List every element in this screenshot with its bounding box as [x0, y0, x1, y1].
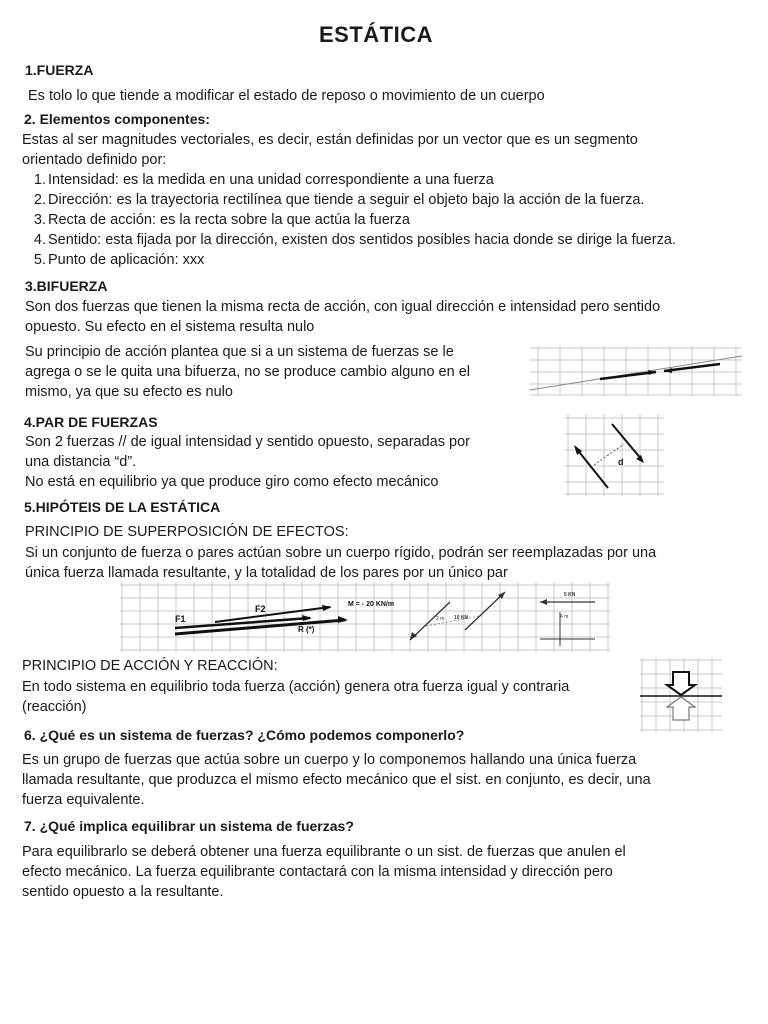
section-5-line-4: (reacción) — [22, 699, 87, 715]
section-2-line-2: orientado definido por: — [22, 152, 167, 168]
force-couple-diagram — [564, 414, 664, 496]
page-title: ESTÁTICA — [319, 22, 433, 47]
list-item: 1. Intensidad: es la medida en una unidad correspondiente a una fuerza — [33, 172, 494, 188]
section-4-heading: 4.PAR DE FUERZAS — [24, 414, 158, 430]
section-5-heading: 5.HIPÓTEIS DE LA ESTÁTICA — [24, 499, 221, 515]
section-2-heading: 2. Elementos componentes: — [24, 111, 210, 127]
section-3-para-line-1: Su principio de acción plantea que si a un sistema de fuerzas se le — [25, 344, 454, 360]
force-5kn-label: 5 KN — [564, 592, 576, 598]
section-6-heading: 6. ¿Qué es un sistema de fuerzas? ¿Cómo podemos componerlo? — [24, 727, 465, 743]
section-6-line-3: fuerza equivalente. — [22, 792, 145, 808]
section-2-line-1: Estas al ser magnitudes vectoriales, es decir, están definidas por un vector que es un segmento — [22, 132, 638, 148]
section-1-heading: 1.FUERZA — [25, 62, 94, 78]
distance-label: d — [618, 457, 624, 467]
section-4-line-2: una distancia “d”. — [25, 454, 137, 470]
section-5-line-3: En todo sistema en equilibrio toda fuerza (acción) genera otra fuerza igual y contraria — [22, 679, 570, 695]
distance-4m-label: 4 m — [560, 614, 569, 620]
section-7-line-3: sentido opuesto a la resultante. — [22, 884, 224, 900]
section-1-text: Es tolo lo que tiende a modificar el estado de reposo o movimiento de un cuerpo — [28, 88, 545, 104]
section-7-line-1: Para equilibrarlo se deberá obtener una fuerza equilibrante o un sist. de fuerzas que anulen el — [22, 844, 626, 860]
section-7-heading: 7. ¿Qué implica equilibrar un sistema de fuerzas? — [24, 818, 354, 834]
list-item: 3. Recta de acción: es la recta sobre la que actúa la fuerza — [33, 212, 410, 228]
list-item: 4. Sentido: esta fijada por la dirección, existen dos sentidos posibles hacia donde se dirige la fuerza. — [33, 232, 676, 248]
f2-label: F2 — [255, 604, 266, 614]
bifuerza-diagram — [530, 346, 742, 396]
components-list — [32, 170, 676, 270]
section-5-line-1: Si un conjunto de fuerza o pares actúan sobre un cuerpo rígido, podrán ser reemplazadas por una — [25, 545, 657, 561]
section-3-para-line-2: agrega o se le quita una bifuerza, no se produce cambio alguno en el — [25, 364, 470, 380]
section-3-line-2: opuesto. Su efecto en el sistema resulta nulo — [25, 319, 315, 335]
section-6-line-1: Es un grupo de fuerzas que actúa sobre un cuerpo y lo componemos hallando una única fuerza — [22, 752, 637, 768]
section-4-line-3: No está en equilibrio ya que produce giro como efecto mecánico — [25, 474, 439, 490]
list-item: 2. Dirección: es la trayectoria rectilínea que tiende a seguir el objeto bajo la acción de la fuerza. — [33, 192, 645, 208]
superposition-diagram — [120, 582, 610, 652]
section-4-line-1: Son 2 fuerzas // de igual intensidad y sentido opuesto, separadas por — [25, 434, 470, 450]
section-6-line-2: llamada resultante, que produzca el mismo efecto mecánico que el sist. en conjunto, es decir, una — [22, 772, 651, 788]
distance-2m-label: 2 m — [436, 616, 445, 622]
f1-label: F1 — [175, 614, 186, 624]
superposition-title: PRINCIPIO DE SUPERPOSICIÓN DE EFECTOS: — [25, 524, 349, 540]
force-10kn-label: 10 KN — [454, 615, 469, 621]
moment-label: M = - 20 KN/m — [348, 601, 395, 608]
action-reaction-diagram — [640, 658, 722, 732]
section-3-para-line-3: mismo, ya que su efecto es nulo — [25, 384, 233, 400]
list-item: 5. Punto de aplicación: xxx — [33, 252, 205, 268]
section-3-heading: 3.BIFUERZA — [25, 278, 108, 294]
section-3-line-1: Son dos fuerzas que tienen la misma recta de acción, con igual dirección e intensidad pero sentido — [25, 299, 661, 315]
section-7-line-2: efecto mecánico. La fuerza equilibrante contactará con la misma intensidad y dirección pero — [22, 864, 613, 880]
resultant-label: R (*) — [298, 625, 315, 634]
section-5-line-2: única fuerza llamada resultante, y la totalidad de los pares por un único par — [25, 565, 508, 581]
action-reaction-title: PRINCIPIO DE ACCIÓN Y REACCIÓN: — [22, 658, 278, 674]
